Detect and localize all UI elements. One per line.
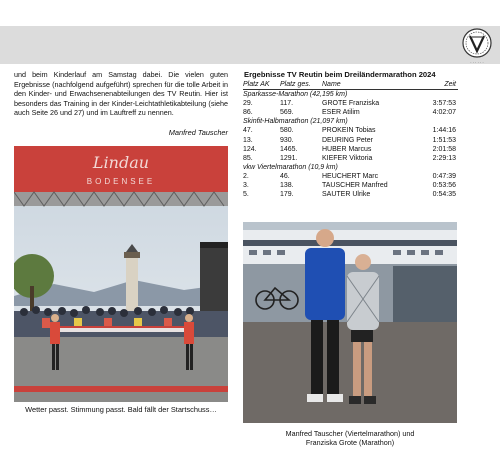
table-row: 2. 46. HEUCHERT Marc 0:47:39 xyxy=(243,172,456,180)
caption-line-2: Franziska Grote (Marathon) xyxy=(305,438,395,448)
table-row: 86. 569. ESER Atilim 4:02:07 xyxy=(243,109,456,117)
section-label: Skinfit-Halbmarathon (21,097 km) xyxy=(243,118,348,126)
table-row: 124. 1465. HUBER Marcus 2:01:58 xyxy=(243,145,456,153)
section-label: vkw Viertelmarathon (10,9 km) xyxy=(243,163,338,171)
table-row: 85. 1291. KIEFER Viktoria 2:29:13 xyxy=(243,154,456,162)
page-header-bar xyxy=(0,26,500,64)
section-label: Sparkasse-Marathon (42,195 km) xyxy=(243,91,348,99)
col-place-ak: Platz AK xyxy=(243,81,270,88)
col-name: Name xyxy=(322,81,341,88)
banner-sub: BODENSEE xyxy=(86,177,156,186)
runners-portrait-photo xyxy=(243,222,457,423)
logo-caption: · · · · · · xyxy=(470,60,484,65)
photo-right-caption xyxy=(243,429,457,448)
banner-script: Lindau xyxy=(92,153,150,172)
photo-left-caption: Wetter passt. Stimmung passt. Bald fällt der Startschuss… xyxy=(25,405,217,414)
table-row: 47. 580. PROKEIN Tobias 1:44:16 xyxy=(243,127,456,135)
results-table xyxy=(243,80,458,199)
table-row: 5. 179. SAUTER Ulrike 0:54:35 xyxy=(243,191,456,199)
table-row: 3. 138. TAUSCHER Manfred 0:53:56 xyxy=(243,182,456,190)
marathon-start-photo xyxy=(14,146,228,402)
table-row: 13. 930. DEURING Peter 1:51:53 xyxy=(243,136,456,144)
col-time: Zeit xyxy=(444,81,456,88)
results-title: Ergebnisse TV Reutin beim Dreiländermarathon 2024 xyxy=(244,70,436,79)
article-author: Manfred Tauscher xyxy=(168,128,228,137)
table-row: 29. 117. GROTE Franziska 3:57:53 xyxy=(243,100,456,108)
results-header-row xyxy=(243,80,458,90)
col-place-all: Platz ges. xyxy=(280,81,311,88)
article-paragraph: und beim Kinderlauf am Samstag dabei. Die vielen guten Ergebnisse (nachfolgend aufgeführt) sprechen für die tolle Arbeit in den Kinder- und Erwachsenenabteilungen des TV Reutin. Hier ist besonders das Training in der Kinder-Leichtathletikabteilung (siehe auch Seite 26 und 27) und im Lauftreff zu nennen. xyxy=(14,70,228,118)
caption-line-1: Manfred Tauscher (Viertelmarathon) und xyxy=(285,429,415,438)
